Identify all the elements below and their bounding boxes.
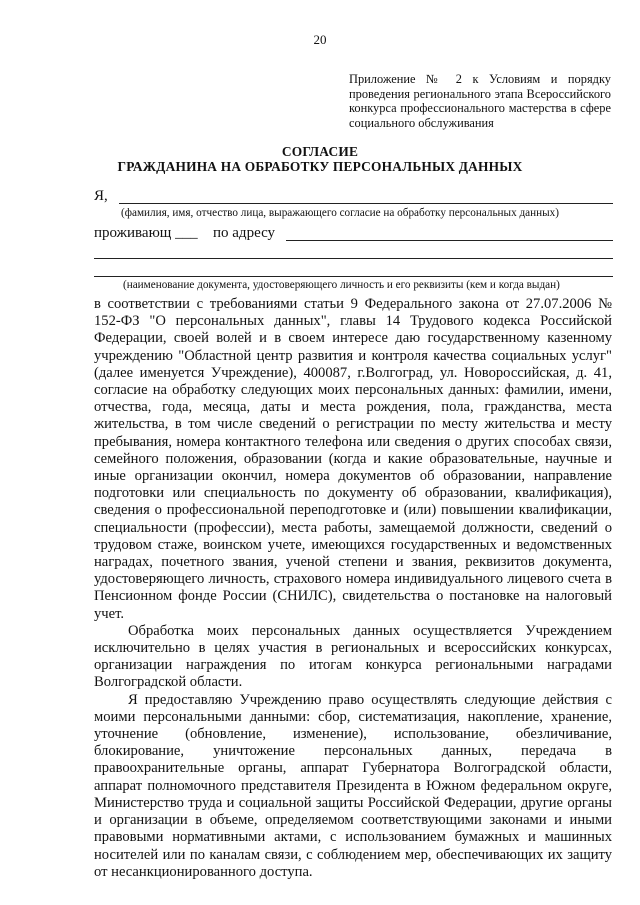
address-label: по адресу [213, 225, 276, 241]
consent-body [94, 296, 612, 881]
appendix-note: Приложение № 2 к Условиям и порядку проведения регионального этапа Всероссийского конкурса профессионального мастерства в сфере социального обслуживания [349, 72, 611, 130]
title-line-1: СОГЛАСИЕ [281, 144, 359, 159]
page-number: 20 [313, 32, 327, 47]
title-line-2: ГРАЖДАНИНА НА ОБРАБОТКУ ПЕРСОНАЛЬНЫХ ДАННЫХ [117, 159, 523, 174]
document-title [0, 144, 640, 174]
document-field-line[interactable] [94, 276, 613, 277]
paragraph-purpose: Обработка моих персональных данных осуществляется Учреждением исключительно в целях участия в региональных и всероссийских конкурсах, организации награждения по итогам конкурса региональными наградами Волгоградской области. [94, 622, 612, 691]
paragraph-legal-basis: в соответствии с требованиями статьи 9 Федерального закона от 27.07.2006 № 152-ФЗ "О персональных данных", главы 14 Трудового кодекса Российской Федерации, своей волей и в своем интересе даю государственному казенному учреждению "Областной центр развития и контроля качества социальных услуг" (далее именуется Учреждение), 400087, г.Волгоград, ул. Новороссийская, д. 41, согласие на обработку следующих моих персональных данных: фамилии, имени, отчества, года, месяца, даты и места рождения, пола, гражданства, места жительства, в том числе сведений о регистрации по месту жительства и месту пребывания, номера контактного телефона или сведения о других способах связи, семейного положения, образовании (когда и какие образовательные, научные и иные организации окончил, номера документов об образовании, направление подготовки или специальность по документу об образовании, квалификация), сведения о профессиональной переподготовке и (или) повышении квалификации, специальности (профессии), места работы, замещаемой должности, сведений о трудовом стаже, воинском учете, имеющихся государственных и ведомственных наградах, почетного звания, ученой степени и звания, реквизитов документа, удостоверяющего личность, страхового номера индивидуального лицевого счета в Пенсионном фонде России (СНИЛС), свидетельства о постановке на налоговый учет. [94, 296, 612, 622]
address-field-line[interactable] [286, 240, 613, 241]
paragraph-rights: Я предоставляю Учреждению право осуществлять следующие действия с моими персональными данными: сбор, систематизация, накопление, хранение, уточнение (обновление, изменение), использование, обезличивание, блокирование, уничтожение персональных данных, передача в правоохранительные органы, аппарат Губернатора Волгоградской области, аппарат полномочного представителя Президента в Южном федеральном округе, Министерство труда и социальной защиты Российской Федерации, другие органы и организации в объеме, определяемом соответствующими законами и иными правовыми нормативными актами, с использованием бумажных и машинных носителей или по каналам связи, с соблюдением мер, обеспечивающих их защиту от несанкционированного доступа. [94, 691, 612, 880]
document-caption: (наименование документа, удостоверяющего личность и его реквизиты (кем и когда выдан) [123, 279, 560, 291]
living-label [94, 225, 198, 242]
name-caption: (фамилия, имя, отчество лица, выражающего согласие на обработку персональных данных) [121, 207, 559, 219]
living-blank[interactable]: ___ [175, 225, 198, 241]
ya-label: Я, [94, 188, 108, 204]
address-field-line-2[interactable] [94, 258, 613, 259]
living-word: проживающ [94, 225, 172, 241]
name-field-line[interactable] [119, 203, 613, 204]
